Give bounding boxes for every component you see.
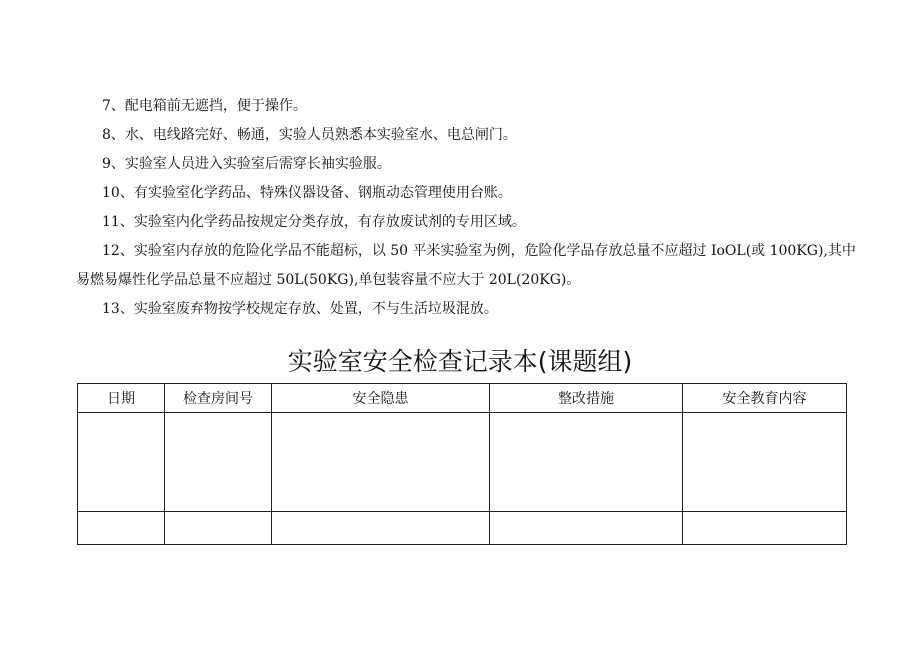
rule-item-7: 7、配电箱前无遮挡，便于操作。 xyxy=(102,98,307,114)
rule-item-10: 10、有实验室化学药品、特殊仪器设备、钢瓶动态管理使用台账。 xyxy=(102,185,512,201)
table-cell[interactable] xyxy=(272,413,490,512)
header-date: 日期 xyxy=(78,384,165,413)
rule-item-8: 8、水、电线路完好、畅通，实验人员熟悉本实验室水、电总闸门。 xyxy=(102,127,517,143)
header-safety-education: 安全教育内容 xyxy=(683,384,847,413)
table-header-row xyxy=(78,384,847,413)
header-room-number: 检查房间号 xyxy=(165,384,272,413)
rule-item-12: 12、实验室内存放的危险化学品不能超标，以 50 平米实验室为例，危险化学品存放总量不应超过 IoOL(或 100KG),其中易燃易爆性化学品总量不应超过 50L(50KG),单包装容量不应大于 20L(20KG)。 xyxy=(76,243,856,288)
table-cell[interactable] xyxy=(272,512,490,545)
header-rectification: 整改措施 xyxy=(490,384,683,413)
safety-rules-list xyxy=(76,92,856,324)
table-row xyxy=(78,512,847,545)
table-cell[interactable] xyxy=(78,512,165,545)
rule-item-9: 9、实验室人员进入实验室后需穿长袖实验服。 xyxy=(102,156,391,172)
table-cell[interactable] xyxy=(165,413,272,512)
rule-item-11: 11、实验室内化学药品按规定分类存放，有存放废试剂的专用区域。 xyxy=(102,214,526,230)
table-cell[interactable] xyxy=(683,512,847,545)
table-cell[interactable] xyxy=(165,512,272,545)
inspection-record-table xyxy=(77,383,847,545)
table-cell[interactable] xyxy=(490,512,683,545)
table-cell[interactable] xyxy=(490,413,683,512)
table-row xyxy=(78,413,847,512)
header-hazard: 安全隐患 xyxy=(272,384,490,413)
table-cell[interactable] xyxy=(78,413,165,512)
record-book-title: 实验室安全检查记录本(课题组) xyxy=(287,347,633,376)
table-cell[interactable] xyxy=(683,413,847,512)
rule-item-13: 13、实验室废弃物按学校规定存放、处置，不与生活垃圾混放。 xyxy=(102,301,498,317)
